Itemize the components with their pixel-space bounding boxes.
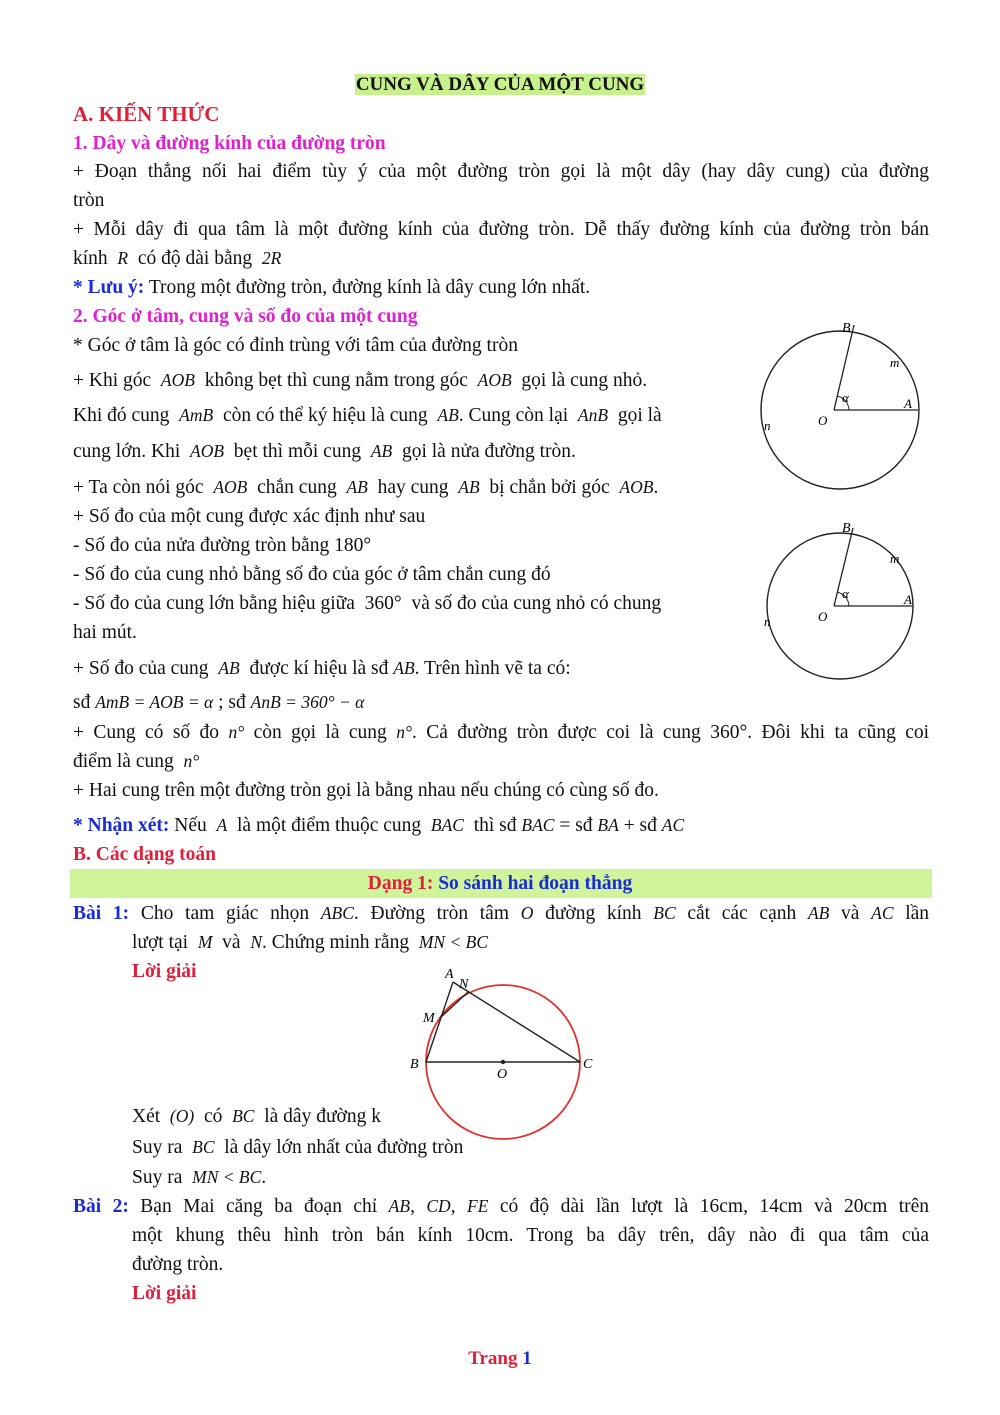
label-alpha: α — [842, 390, 849, 405]
note-line: * Lưu ý: Trong một đường tròn, đường kính là dây cung lớn nhất. — [73, 277, 591, 298]
circle-figure-1 — [748, 315, 934, 500]
page-title: CUNG VÀ DÂY CỦA MỘT CUNG — [355, 74, 645, 95]
formula-line: sđ AmB = AOB = α ; sđ AnB = 360° − α — [73, 692, 365, 713]
page-footer: Trang 1 — [468, 1348, 532, 1369]
paragraph-line: + Cung có số đo n° còn gọi là cung n°. Cả đường tròn được coi là cung 360°. Đôi khi ta cũng coi — [73, 722, 930, 743]
dang-heading: Dạng 1: So sánh hai đoạn thẳng — [367, 873, 633, 894]
paragraph-line: * Góc ở tâm là góc có đỉnh trùng với tâm của đường tròn — [73, 335, 518, 356]
label-b: B — [842, 321, 851, 336]
label-o: O — [818, 609, 828, 624]
label-o: O — [497, 1067, 508, 1082]
exercise-2-line: đường tròn. — [132, 1254, 224, 1275]
exercise-1-line: Bài 1: Cho tam giác nhọn ABC. Đường tròn tâm O đường kính BC cắt các cạnh AB và AC lần — [73, 903, 930, 924]
solution-heading: Lời giải — [132, 961, 197, 982]
paragraph-line: + Hai cung trên một đường tròn gọi là bằng nhau nếu chúng có cùng số đo. — [73, 780, 659, 801]
label-a: A — [904, 592, 912, 607]
paragraph-line: + Khi góc AOB không bẹt thì cung nằm trong góc AOB gọi là cung nhỏ. — [73, 370, 648, 391]
label-m: m — [890, 355, 900, 370]
segment-ac — [453, 982, 580, 1062]
label-b: B — [842, 521, 851, 536]
exercise-2-line: một khung thêu hình tròn bán kính 10cm. Trong ba dây trên, dây nào đi qua tâm của — [132, 1225, 929, 1246]
paragraph-line: hai mút. — [73, 622, 137, 643]
label-n: n — [764, 614, 771, 629]
paragraph-line: - Số đo của cung nhỏ bằng số đo của góc ở tâm chắn cung đó — [73, 564, 551, 585]
paragraph-line: kính R có độ dài bằng 2R — [73, 248, 282, 269]
paragraph-line: + Ta còn nói góc AOB chắn cung AB hay cung AB bị chắn bởi góc AOB. — [73, 477, 659, 498]
label-n: n — [764, 418, 771, 433]
section-b-heading: B. Các dạng toán — [73, 844, 217, 865]
paragraph-line: - Số đo của cung lớn bằng hiệu giữa 360° và số đo của cung nhỏ có chung — [73, 593, 662, 614]
section-a-heading: A. KIẾN THỨC — [73, 102, 220, 126]
label-a: A — [904, 396, 912, 411]
paragraph-line: + Số đo của cung AB được kí hiệu là sđ AB. Trên hình vẽ ta có: — [73, 658, 571, 679]
label-n: N — [459, 977, 469, 992]
point-o — [501, 1060, 505, 1064]
paragraph-line: + Mỗi dây đi qua tâm là một đường kính của đường tròn. Dễ thấy đường kính của đường tròn bán — [73, 219, 929, 240]
label-m: M — [423, 1011, 435, 1026]
paragraph-line: điểm là cung n° — [73, 751, 200, 772]
paragraph-line: + Đoạn thẳng nối hai điểm tùy ý của một đường tròn gọi là một dây (hay dây cung) của đường — [73, 161, 929, 182]
heading-2: 2. Góc ở tâm, cung và số đo của một cung — [73, 306, 418, 327]
solution-line: Suy ra BC là dây lớn nhất của đường tròn — [132, 1137, 464, 1158]
label-a: A — [445, 967, 454, 982]
solution-heading: Lời giải — [132, 1283, 197, 1304]
label-alpha: α — [842, 586, 849, 601]
paragraph-line: + Số đo của một cung được xác định như sau — [73, 506, 426, 527]
label-o: O — [818, 413, 828, 428]
solution-line: Xét (O) có BC là dây đường k — [132, 1106, 381, 1127]
label-m: m — [890, 551, 900, 566]
solution-line: Suy ra MN < BC. — [132, 1167, 267, 1188]
paragraph-line: Khi đó cung AmB còn có thể ký hiệu là cung AB. Cung còn lại AnB gọi là — [73, 405, 662, 426]
exercise-1-line: lượt tại M và N. Chứng minh rằng MN < BC — [132, 932, 488, 953]
heading-1: 1. Dây và đường kính của đường tròn — [73, 133, 386, 154]
paragraph-line: tròn — [73, 190, 105, 211]
paragraph-line: - Số đo của nửa đường tròn bằng 180° — [73, 535, 372, 556]
label-b: B — [410, 1057, 419, 1072]
paragraph-line: cung lớn. Khi AOB bẹt thì mỗi cung AB gọi là nửa đường tròn. — [73, 441, 576, 462]
segment-mn — [440, 992, 468, 1018]
label-c: C — [583, 1057, 593, 1072]
triangle-circle-figure — [400, 960, 610, 1160]
remark-line: * Nhận xét: Nếu A là một điểm thuộc cung BAC thì sđ BAC = sđ BA + sđ AC — [73, 815, 685, 836]
exercise-2-line: Bài 2: Bạn Mai căng ba đoạn chỉ AB, CD, FE có độ dài lần lượt là 16cm, 14cm và 20cm trên — [73, 1196, 930, 1217]
circle-figure-2 — [748, 511, 934, 686]
